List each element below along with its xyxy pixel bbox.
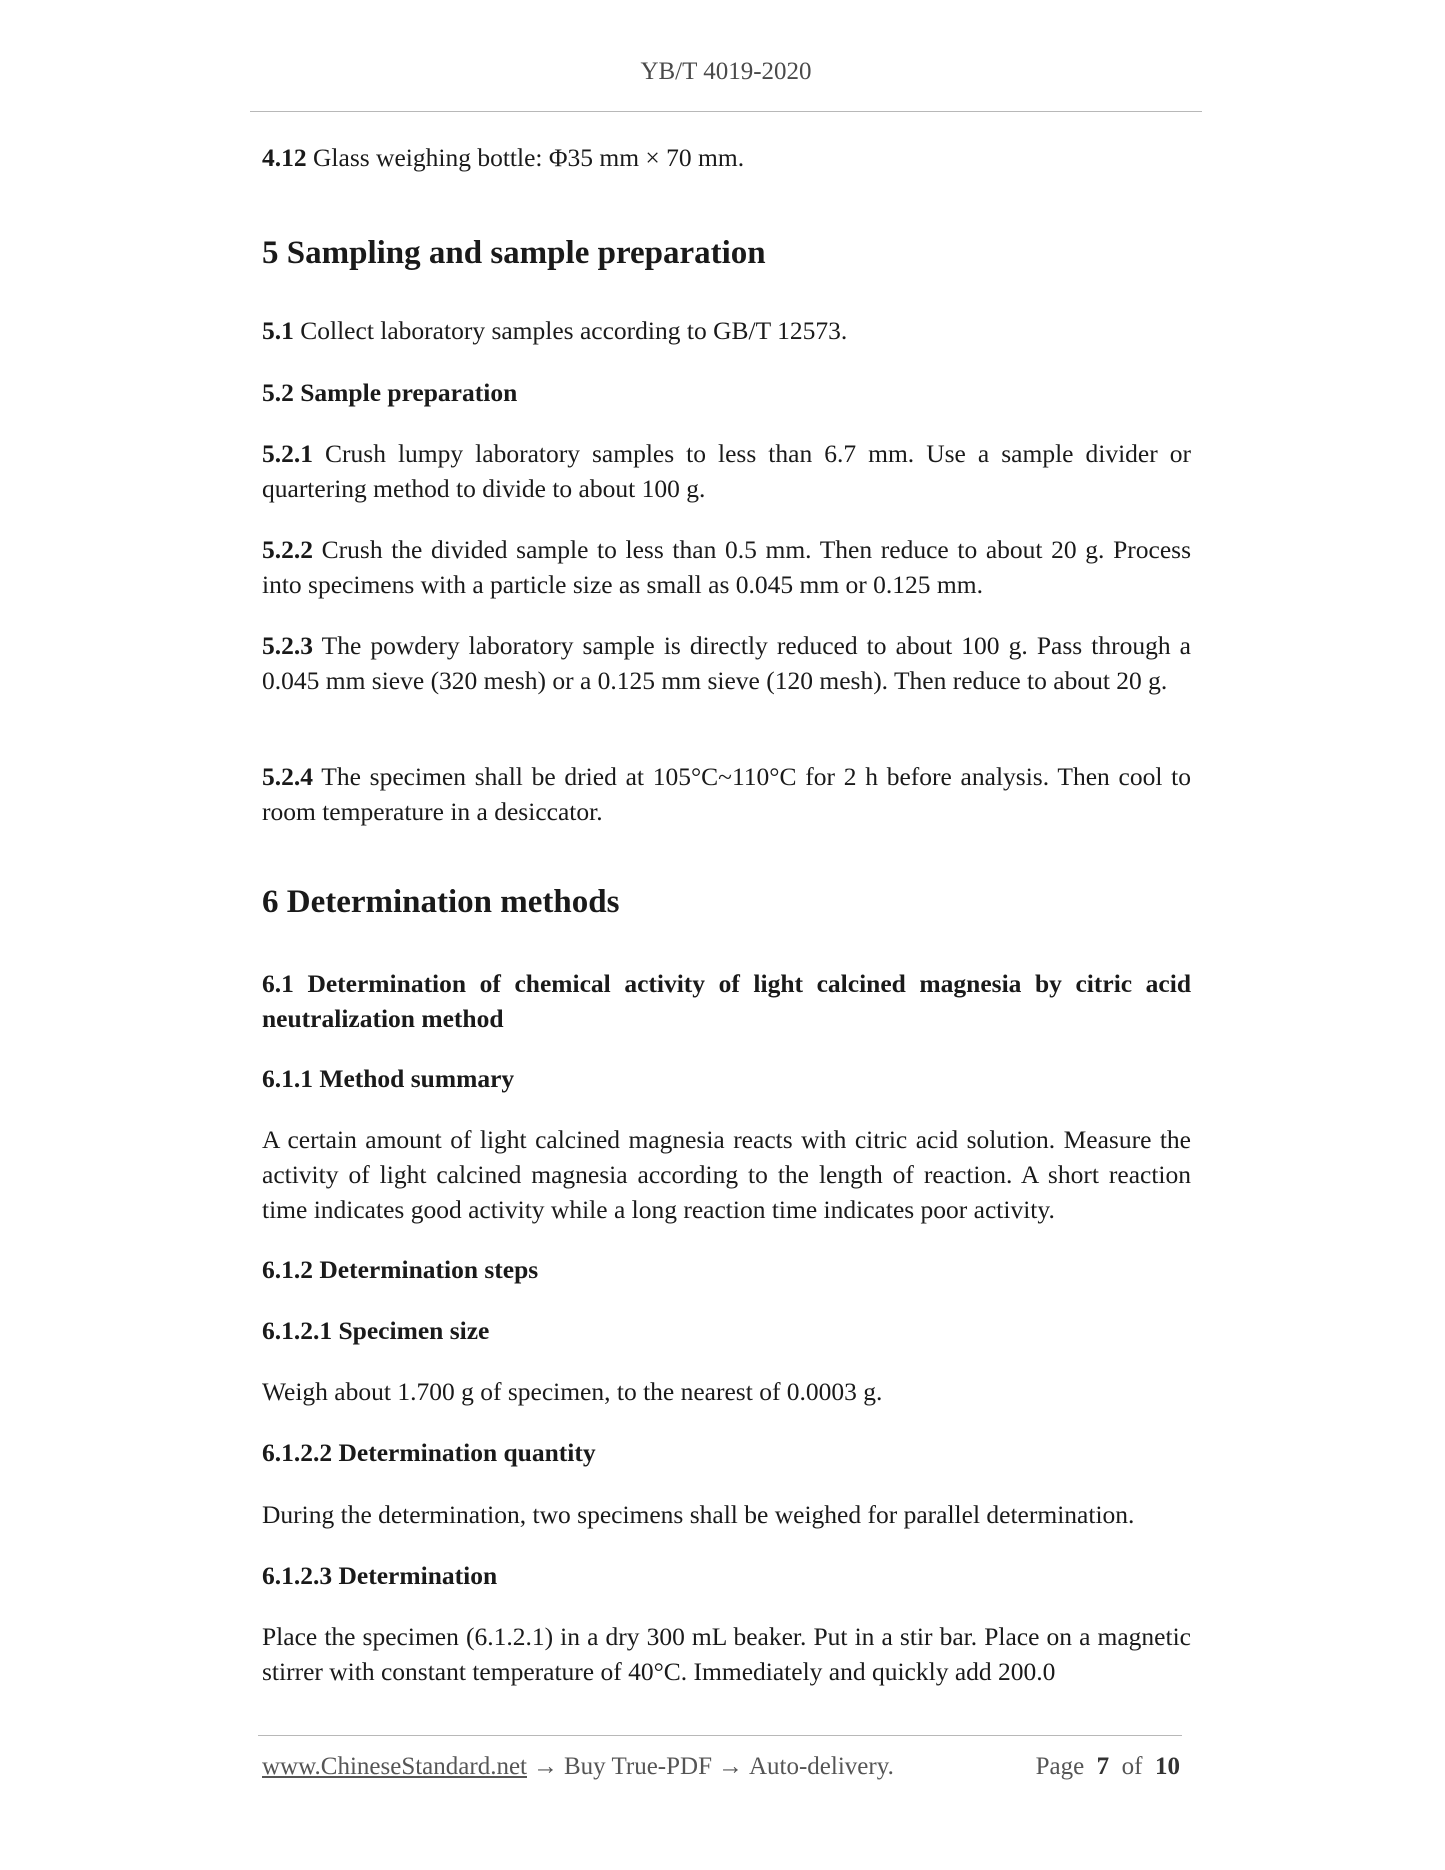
arrow-right-icon: →	[533, 1753, 558, 1780]
subheading-6-1-2-1: 6.1.2.1 Specimen size	[262, 1316, 490, 1345]
clause-5-2-2	[262, 532, 1191, 602]
clause-4-12	[262, 140, 1191, 175]
clause-number: 5.1	[262, 316, 294, 345]
specimen-size-text: Weigh about 1.700 g of specimen, to the nearest of 0.0003 g.	[262, 1377, 883, 1406]
site-link[interactable]: www.ChineseStandard.net	[262, 1753, 527, 1780]
clause-5-2-1	[262, 436, 1191, 506]
footer-divider	[258, 1735, 1182, 1736]
header-divider	[250, 111, 1202, 112]
current-page: 7	[1096, 1753, 1110, 1780]
clause-text: The powdery laboratory sample is directly reduced to about 100 g. Pass through a 0.045 mm sieve (320 mesh) or a 0.125 mm sieve (120 mesh). Then reduce to about 20 g.	[262, 631, 1191, 695]
arrow-right-icon: →	[717, 1753, 743, 1780]
subheading-6-1-2-3: 6.1.2.3 Determination	[262, 1561, 498, 1590]
total-pages: 10	[1155, 1753, 1180, 1780]
auto-delivery-text: Auto-delivery.	[748, 1753, 894, 1780]
subheading-6-1-2: 6.1.2 Determination steps	[262, 1255, 539, 1284]
clause-text: Glass weighing bottle: Φ35 mm × 70 mm.	[306, 143, 745, 172]
subheading-6-1: 6.1 Determination of chemical activity of light calcined magnesia by citric acid neutralization method	[262, 969, 1191, 1033]
clause-number: 4.12	[262, 143, 307, 172]
clause-5-2-4	[262, 759, 1191, 829]
page-label: Page	[1035, 1753, 1085, 1780]
section-heading-5: 5 Sampling and sample preparation	[262, 235, 766, 271]
clause-text: Collect laboratory samples according to GB/T 12573.	[293, 316, 848, 345]
of-label: of	[1121, 1753, 1143, 1780]
determination-text: Place the specimen (6.1.2.1) in a dry 300 mL beaker. Put in a stir bar. Place on a magnetic stirrer with constant temperature of 40°C. Immediately and quickly add 200.0	[262, 1622, 1191, 1686]
subheading-6-1-2-2: 6.1.2.2 Determination quantity	[262, 1438, 596, 1467]
page-number	[1036, 1753, 1180, 1781]
clause-5-2-3	[262, 628, 1191, 698]
subheading-6-1-1: 6.1.1 Method summary	[262, 1064, 515, 1093]
clause-number: 5.2.2	[262, 535, 313, 564]
clause-number: 5.2.1	[262, 439, 313, 468]
clause-number: 5.2.3	[262, 631, 313, 660]
section-heading-6: 6 Determination methods	[262, 884, 620, 920]
clause-text: Crush the divided sample to less than 0.5 mm. Then reduce to about 20 g. Process into specimens with a particle size as small as 0.045 mm or 0.125 mm.	[262, 535, 1191, 599]
determination-quantity-text: During the determination, two specimens shall be weighed for parallel determination.	[262, 1500, 1135, 1529]
buy-pdf-text: Buy True-PDF	[564, 1753, 712, 1780]
clause-text: The specimen shall be dried at 105°C~110°C for 2 h before analysis. Then cool to room temperature in a desiccator.	[262, 762, 1191, 826]
subheading-5-2: 5.2 Sample preparation	[262, 378, 518, 407]
clause-5-1	[262, 313, 1191, 348]
clause-number: 5.2.4	[262, 762, 313, 791]
page-footer	[262, 1753, 1180, 1781]
clause-text: Crush lumpy laboratory samples to less than 6.7 mm. Use a sample divider or quartering method to divide to about 100 g.	[262, 439, 1191, 503]
document-id-header: YB/T 4019-2020	[640, 58, 812, 85]
method-summary-text: A certain amount of light calcined magnesia reacts with citric acid solution. Measure the activity of light calcined magnesia according to the length of reaction. A short reaction time indicates good activity while a long reaction time indicates poor activity.	[262, 1125, 1191, 1224]
